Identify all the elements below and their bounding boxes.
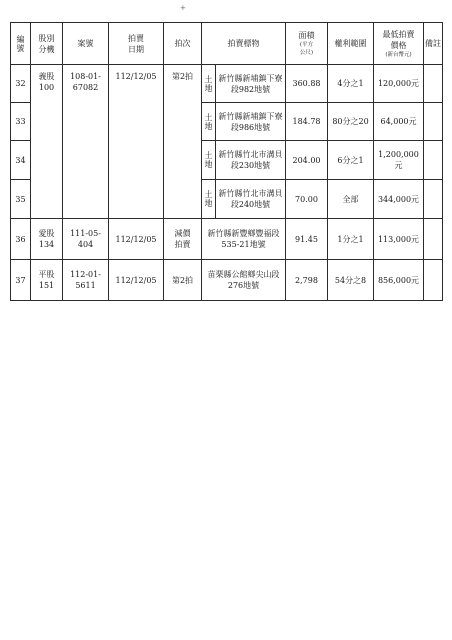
table-row: [11, 219, 443, 260]
area-cell: 360.88: [286, 65, 328, 103]
location-cell: 新竹縣竹北市溝貝段230地號: [216, 141, 286, 180]
header-rights: 權利範圍: [328, 23, 374, 65]
price-cell: 856,000元: [374, 260, 424, 301]
price-cell: 344,000元: [374, 180, 424, 219]
header-area: 面積 (平方 公尺): [286, 23, 328, 65]
row-no: 34: [11, 141, 31, 180]
rights-cell: 54分之8: [328, 260, 374, 301]
area-cell: 2,798: [286, 260, 328, 301]
header-case-no: 案號: [63, 23, 109, 65]
auction-date-cell: 112/12/05: [109, 65, 164, 219]
price-cell: 1,200,000元: [374, 141, 424, 180]
location-cell: 苗栗縣公館鄉尖山段276地號: [202, 260, 286, 301]
row-no: 37: [11, 260, 31, 301]
auction-date-cell: 112/12/05: [109, 219, 164, 260]
rights-cell: 4分之1: [328, 65, 374, 103]
kind-cell: 土地: [202, 180, 216, 219]
division-cell: 愛股 134: [31, 219, 63, 260]
header-row: [11, 23, 443, 65]
division-cell: 義股 100: [31, 65, 63, 219]
remark-cell: [424, 65, 443, 103]
area-cell: 184.78: [286, 103, 328, 141]
header-round: 拍次: [164, 23, 202, 65]
case-no-cell: 111-05- 404: [63, 219, 109, 260]
price-cell: 64,000元: [374, 103, 424, 141]
rights-cell: 80分之20: [328, 103, 374, 141]
row-no: 32: [11, 65, 31, 103]
rights-cell: 6分之1: [328, 141, 374, 180]
row-no: 35: [11, 180, 31, 219]
area-cell: 204.00: [286, 141, 328, 180]
case-no-cell: 108-01- 67082: [63, 65, 109, 219]
auction-date-cell: 112/12/05: [109, 260, 164, 301]
header-no: 編號: [11, 23, 31, 65]
price-cell: 113,000元: [374, 219, 424, 260]
remark-cell: [424, 103, 443, 141]
header-auction-date: 拍賣 日期: [109, 23, 164, 65]
remark-cell: [424, 219, 443, 260]
round-cell: 第2拍: [164, 65, 202, 219]
rights-cell: 1分之1: [328, 219, 374, 260]
remark-cell: [424, 180, 443, 219]
header-division: 股別 分機: [31, 23, 63, 65]
row-no: 36: [11, 219, 31, 260]
location-cell: 新竹縣新埔鎮下寮段982地號: [216, 65, 286, 103]
auction-table: [10, 22, 443, 301]
kind-cell: 土地: [202, 103, 216, 141]
case-no-cell: 112-01- 5611: [63, 260, 109, 301]
area-cell: 91.45: [286, 219, 328, 260]
table-row: [11, 260, 443, 301]
price-cell: 120,000元: [374, 65, 424, 103]
header-min-price: 最低拍賣 價格 (新台幣元): [374, 23, 424, 65]
remark-cell: [424, 141, 443, 180]
header-property: 拍賣標物: [202, 23, 286, 65]
kind-cell: 土地: [202, 65, 216, 103]
location-cell: 新竹縣竹北市溝貝段240地號: [216, 180, 286, 219]
header-remark: 備註: [424, 23, 443, 65]
round-cell: 減價 拍賣: [164, 219, 202, 260]
table-row: [11, 65, 443, 103]
kind-cell: 土地: [202, 141, 216, 180]
division-cell: 平股 151: [31, 260, 63, 301]
rights-cell: 全部: [328, 180, 374, 219]
top-mark: +: [180, 4, 186, 12]
remark-cell: [424, 260, 443, 301]
row-no: 33: [11, 103, 31, 141]
location-cell: 新竹縣新埔鎮下寮段986地號: [216, 103, 286, 141]
area-cell: 70.00: [286, 180, 328, 219]
round-cell: 第2拍: [164, 260, 202, 301]
location-cell: 新竹縣新豐鄉豐福段535-21地號: [202, 219, 286, 260]
